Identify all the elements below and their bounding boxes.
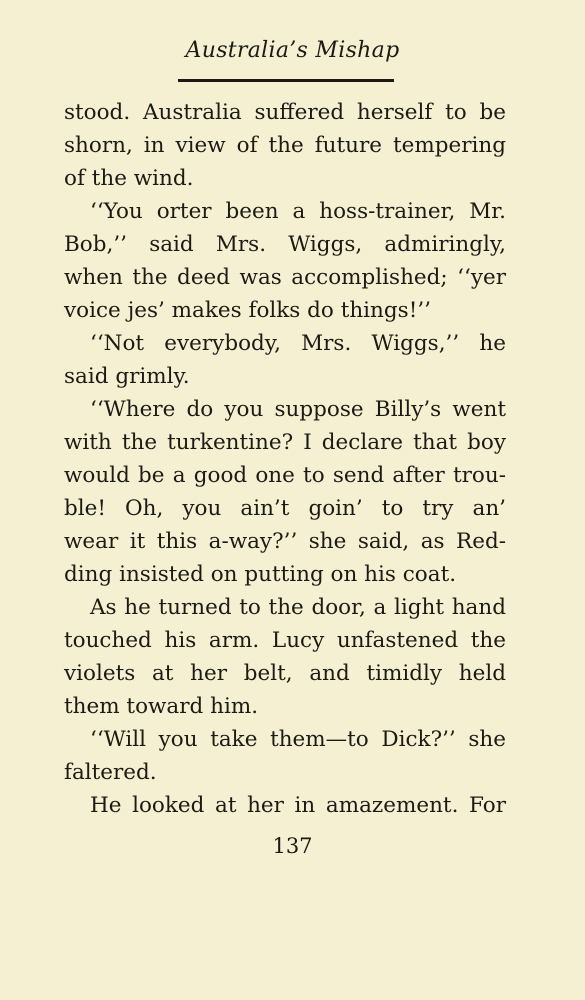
text-line: ‘‘Will you take them—to Dick?’’ she [90,727,506,752]
text-line: violets at her belt, and timidly held [64,661,506,686]
text-line: Bob,’’ said Mrs. Wiggs, admiringly, [64,232,506,257]
text-line: stood. Australia suffered herself to be [64,100,506,125]
header-rule [178,79,394,82]
text-line: ble! Oh, you ain’t goin’ to try an’ [64,496,506,521]
text-line: ‘‘Where do you suppose Billy’s went [90,397,506,422]
text-line: would be a good one to send after trou- [64,463,506,488]
text-line: ‘‘You orter been a hoss-trainer, Mr. [90,199,506,224]
text-line: said grimly. [64,364,190,389]
text-line: He looked at her in amazement. For [90,793,506,818]
text-line: them toward him. [64,694,259,719]
text-line: voice jes’ makes folks do things!’’ [64,298,432,323]
running-head-title: Australia’s Mishap [185,38,400,63]
text-line: shorn, in view of the future tempering [64,133,506,158]
text-line: when the deed was accomplished; ‘‘yer [64,265,506,290]
text-line: touched his arm. Lucy unfastened the [64,628,506,653]
text-line: faltered. [64,760,157,785]
text-line: with the turkentine? I declare that boy [64,430,506,455]
page-number: 137 [272,834,313,858]
text-line: As he turned to the door, a light hand [90,595,506,620]
text-line: ding insisted on putting on his coat. [64,562,457,587]
body-text [64,96,506,822]
text-line: of the wind. [64,166,194,191]
text-line: ‘‘Not everybody, Mrs. Wiggs,’’ he [90,331,506,356]
text-line: wear it this a-way?’’ she said, as Red- [64,529,506,554]
